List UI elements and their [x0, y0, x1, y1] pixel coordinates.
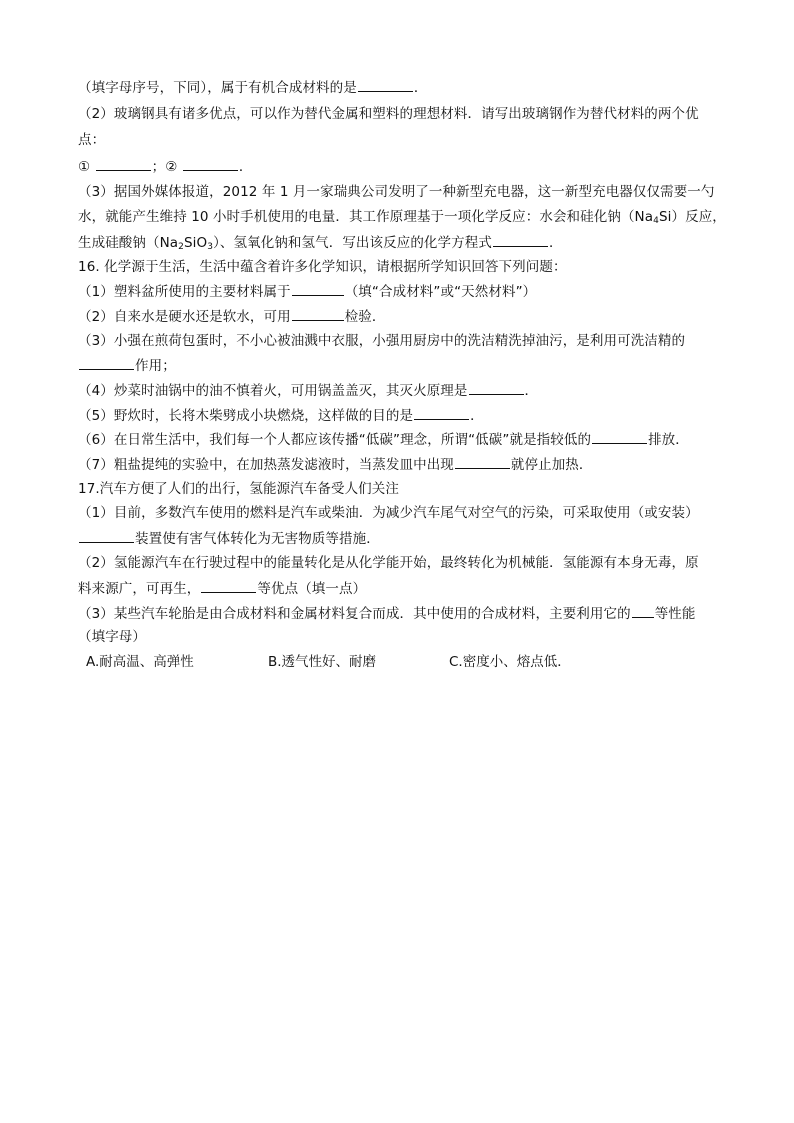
q16-part-1 — [78, 282, 536, 301]
q17-stem: 17.汽车方便了人们的出行，氢能源汽车备受人们关注 — [78, 481, 399, 497]
answer-blank[interactable] — [292, 282, 344, 296]
q15-text: 生成硅酸钠（Na — [78, 235, 179, 251]
q15-text: 水，就能产生维持 10 小时手机使用的电量．其工作原理基于一项化学反应：水会和硅化钠（Na — [78, 209, 654, 225]
q15-line-4 — [78, 157, 252, 176]
q15-line-7 — [78, 233, 563, 252]
q15-text: （填字母序号，下同），属于有机合成材料的是 — [78, 80, 357, 96]
answer-blank[interactable] — [183, 157, 238, 171]
answer-blank[interactable] — [292, 307, 344, 321]
q16-part-3-cont — [78, 356, 176, 375]
q15-text: Si）反应， — [658, 209, 726, 225]
q15-text: ）、氢氧化钠和氢气．写出该反应的化学方程式 — [213, 235, 492, 251]
q17-part-3-cont: （填字母） — [78, 629, 146, 645]
q16-text: 检验． — [344, 309, 386, 325]
q17-text: 等性能 — [654, 606, 696, 622]
answer-blank[interactable] — [79, 529, 134, 543]
q15-text: ． — [413, 80, 428, 96]
answer-blank[interactable] — [358, 78, 413, 92]
answer-blank[interactable] — [201, 579, 256, 593]
q17-part-2: （2）氢能源汽车在行驶过程中的能量转化是从化学能开始，最终转化为机械能．氢能源有本身无毒，原 — [78, 555, 699, 571]
q16-text: （6）在日常生活中，我们每一个人都应该传播“低碳”理念，所谓“低碳”就是指较低的 — [78, 432, 592, 448]
answer-blank[interactable] — [632, 604, 654, 618]
answer-blank[interactable] — [469, 381, 524, 395]
q16-text: ． — [524, 383, 539, 399]
q16-part-3: （3）小强在煎荷包蛋时，不小心被油溅中衣服，小强用厨房中的洗洁精洗掉油污，是利用可洗洁精的 — [78, 333, 686, 349]
q17-text: 装置使有害气体转化为无害物质等措施． — [135, 531, 380, 547]
q16-text: 作用； — [135, 358, 176, 374]
subscript: 2 — [178, 242, 184, 252]
subscript: 4 — [653, 216, 659, 226]
circled-one: ① — [78, 159, 91, 175]
q15-line-6 — [78, 208, 726, 226]
q16-text: （2）自来水是硬水还是软水，可用 — [78, 309, 291, 325]
subscript: 3 — [207, 242, 214, 252]
q15-line-3: 点： — [78, 132, 106, 148]
q17-part-2-cont — [78, 579, 366, 598]
q15-text: SiO — [184, 235, 208, 251]
q16-text: 就停止加热． — [510, 457, 593, 473]
q17-text: 等优点（填一点） — [257, 581, 367, 597]
answer-blank[interactable] — [96, 157, 151, 171]
q16-part-2 — [78, 307, 386, 326]
q17-part-1: （1）目前，多数汽车使用的燃料是汽车或柴油．为减少汽车尾气对空气的污染，可采取使用（或安装） — [78, 505, 699, 521]
q16-text: （7）粗盐提纯的实验中，在加热蒸发滤液时，当蒸发皿中出现 — [78, 457, 454, 473]
q15-text: ；② — [151, 159, 178, 175]
q15-line-1 — [78, 78, 427, 97]
q16-text: ． — [470, 408, 484, 424]
q16-stem: 16. 化学源于生活，生活中蕴含着许多化学知识，请根据所学知识回答下列问题： — [78, 259, 567, 275]
q16-part-6 — [78, 430, 689, 449]
q17-text: 料来源广，可再生， — [78, 581, 201, 597]
q16-part-7 — [78, 455, 593, 474]
q15-text: ． — [238, 159, 253, 175]
q15-line-2: （2）玻璃钢具有诸多优点，可以作为替代金属和塑料的理想材料．请写出玻璃钢作为替代材料的两个优 — [78, 106, 699, 122]
q16-text: （1）塑料盆所使用的主要材料属于 — [78, 284, 291, 300]
option-a[interactable]: A.耐高温、高弹性 — [86, 654, 194, 670]
q16-part-5 — [78, 406, 484, 425]
q15-text: ． — [548, 235, 563, 251]
option-b[interactable]: B.透气性好、耐磨 — [268, 654, 377, 670]
answer-blank[interactable] — [79, 356, 134, 370]
q16-text: （5）野炊时，长将木柴劈成小块燃烧，这样做的目的是 — [78, 408, 414, 424]
q15-line-5: （3）据国外媒体报道，2012 年 1 月一家瑞典公司发明了一种新型充电器，这一新型充电器仅仅需要一勺 — [78, 184, 715, 200]
q17-part-3 — [78, 604, 696, 623]
q16-text: 排放． — [648, 432, 689, 448]
q17-part-1-cont — [78, 529, 380, 548]
q16-part-4 — [78, 381, 538, 400]
q16-text: （填“合成材料”或“天然材料”） — [344, 284, 537, 300]
q17-text: （3）某些汽车轮胎是由合成材料和金属材料复合而成．其中使用的合成材料，主要利用它的 — [78, 606, 631, 622]
answer-blank[interactable] — [455, 455, 510, 469]
q16-text: （4）炒菜时油锅中的油不慎着火，可用锅盖盖灭，其灭火原理是 — [78, 383, 468, 399]
answer-blank[interactable] — [592, 430, 647, 444]
answer-blank[interactable] — [414, 406, 469, 420]
option-c[interactable]: C.密度小、熔点低． — [449, 654, 571, 670]
answer-blank[interactable] — [493, 233, 548, 247]
